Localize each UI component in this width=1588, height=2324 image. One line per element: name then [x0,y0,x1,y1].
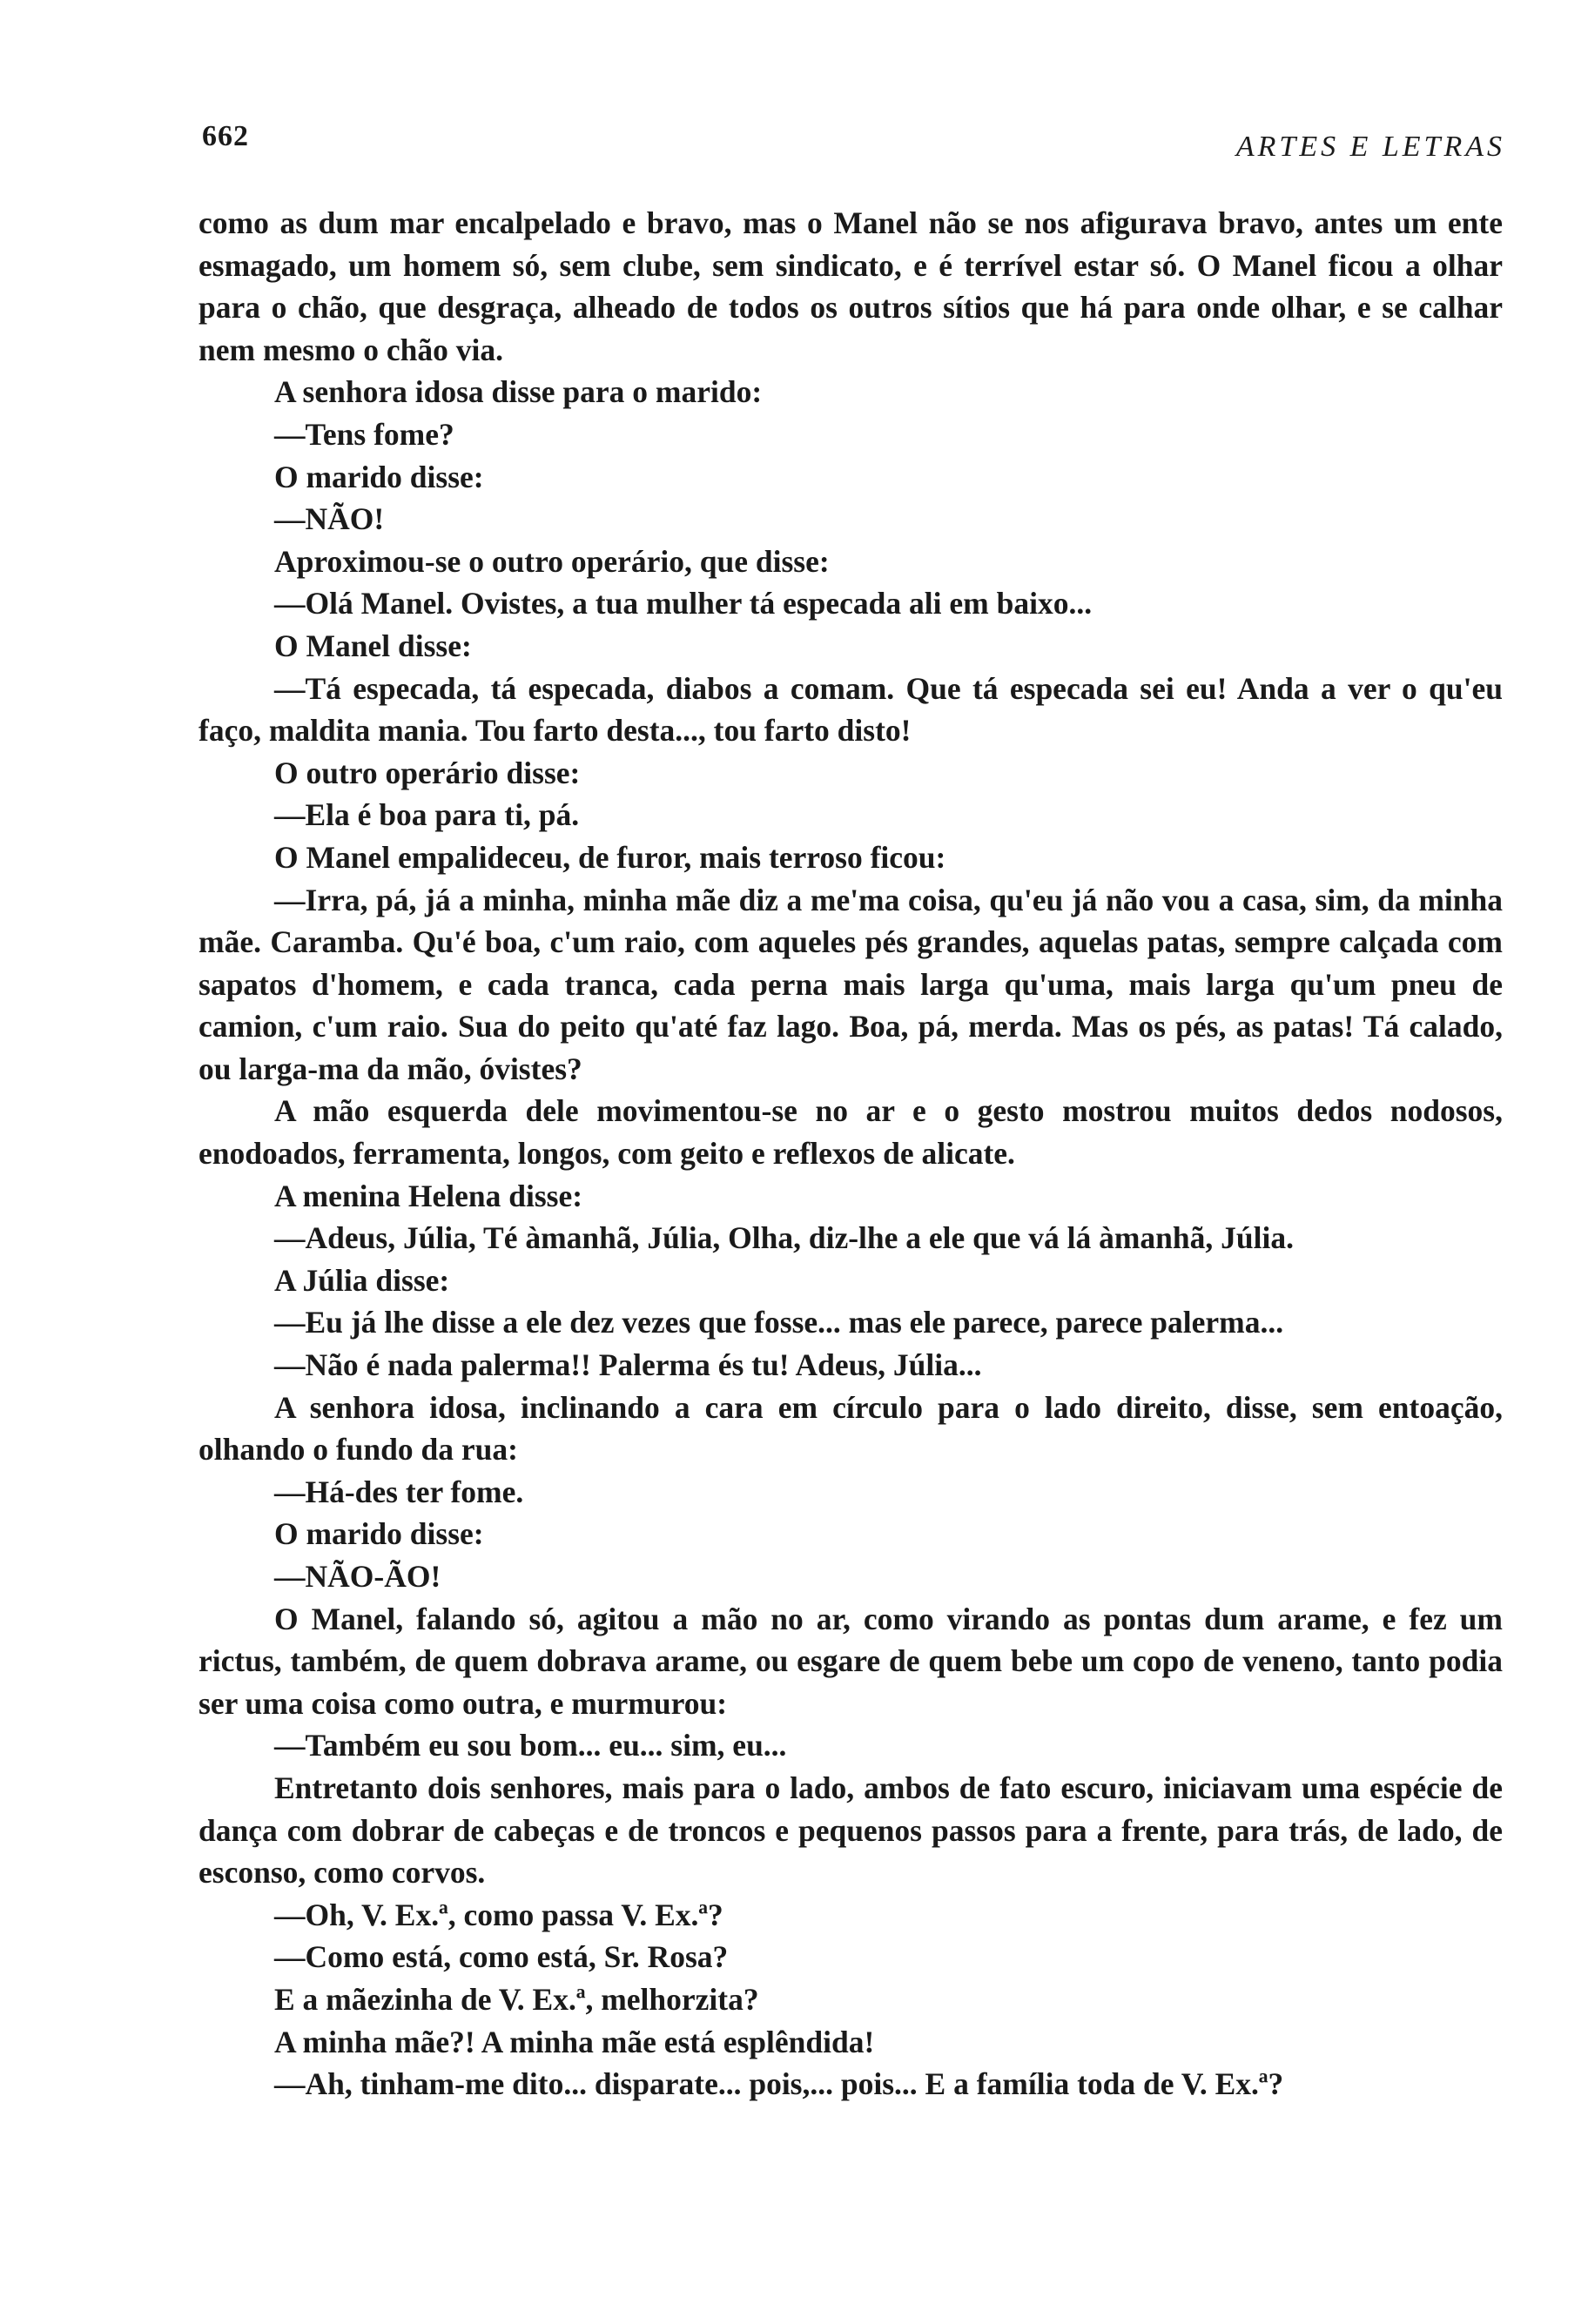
paragraph: —Olá Manel. Ovistes, a tua mulher tá especada ali em baixo... [274,586,1093,621]
paragraph: E a mãezinha de V. Ex.ª, melhorzita? [274,1981,759,2017]
paragraph: O outro operário disse: [274,755,581,790]
paragraph: Entretanto dois senhores, mais para o lado, ambos de fato escuro, iniciavam uma espécie de dança com dobrar de cabeças e de troncos e pequenos passos para a frente, para trás, de lado, de esconso, como corvos. [198,1770,1503,1891]
paragraph: —NÃO! [274,501,385,537]
paragraph: A minha mãe?! A minha mãe está esplêndida! [274,2024,875,2059]
paragraph: —Há-des ter fome. [274,1474,524,1509]
paragraph: A senhora idosa disse para o marido: [274,374,763,410]
paragraph: O Manel, falando só, agitou a mão no ar, como virando as pontas dum arame, e fez um rictus, também, de quem dobrava arame, ou esgare de quem bebe um copo de veneno, tanto podia ser uma coisa como outra, e murmurou: [198,1601,1503,1721]
paragraph: —Como está, como está, Sr. Rosa? [274,1939,729,1975]
page-number: 662 [202,120,249,152]
paragraph: —Ah, tinham-me dito... disparate... pois,... pois... E a família toda de V. Ex.ª? [274,2066,1284,2102]
paragraph: —Também eu sou bom... eu... sim, eu... [274,1728,787,1763]
paragraph: como as dum mar encalpelado e bravo, mas o Manel não se nos afigurava bravo, antes um ente esmagado, um homem só, sem clube, sem sindicato, e é terrível estar só. O Manel ficou a olhar para o chão, que desgraça, alheado de todos os outros sítios que há para onde olhar, e se calhar nem mesmo o chão via. [198,205,1503,367]
paragraph: A menina Helena disse: [274,1178,583,1213]
paragraph: —Não é nada palerma!! Palerma és tu! Adeus, Júlia... [274,1347,982,1383]
paragraph: O Manel disse: [274,628,472,663]
paragraph: O marido disse: [274,459,484,494]
paragraph: A mão esquerda dele movimentou-se no ar e o gesto mostrou muitos dedos nodosos, enodoados, ferramenta, longos, com geito e reflexos de alicate. [198,1093,1503,1172]
paragraph: —Tens fome? [274,416,454,452]
paragraph: —Ela é boa para ti, pá. [274,797,580,833]
paragraph: A Júlia disse: [274,1262,450,1298]
paragraph: —Oh, V. Ex.ª, como passa V. Ex.ª? [274,1897,723,1932]
paragraph: —NÃO-ÃO! [274,1559,441,1594]
paragraph: Aproximou-se o outro operário, que disse: [274,543,830,579]
running-title: ARTES E LETRAS [1235,131,1505,163]
paragraph: O Manel empalideceu, de furor, mais terroso ficou: [274,839,946,875]
paragraph: A senhora idosa, inclinando a cara em círculo para o lado direito, disse, sem entoação, olhando o fundo da rua: [198,1389,1503,1468]
paragraph: —Tá especada, tá especada, diabos a comam. Que tá especada sei eu! Anda a ver o qu'eu faço, maldita mania. Tou farto desta..., tou farto disto! [198,670,1503,749]
body-text [198,202,1503,2106]
paragraph: O marido disse: [274,1516,484,1552]
paragraph: —Eu já lhe disse a ele dez vezes que fosse... mas ele parece, parece palerma... [274,1305,1284,1340]
paragraph: —Adeus, Júlia, Té àmanhã, Júlia, Olha, diz-lhe a ele que vá lá àmanhã, Júlia. [274,1220,1295,1256]
paragraph: —Irra, pá, já a minha, minha mãe diz a me'ma coisa, qu'eu já não vou a casa, sim, da minha mãe. Caramba. Qu'é boa, c'um raio, com aqueles pés grandes, aquelas patas, sempre calçada com sapatos d'homem, e cada tranca, cada perna mais larga qu'uma, mais larga qu'um pneu de camion, c'um raio. Sua do peito qu'até faz lago. Boa, pá, merda. Mas os pés, as patas! Tá calado, ou larga-ma da mão, óvistes? [198,882,1503,1086]
